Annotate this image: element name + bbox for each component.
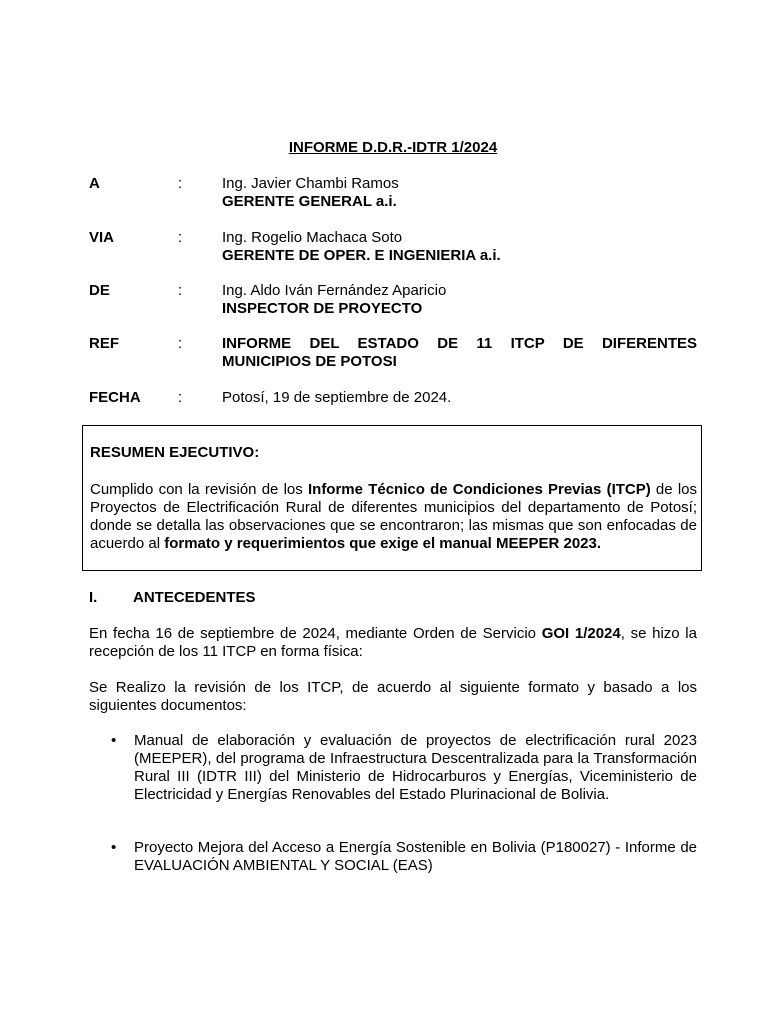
- value-ref: [222, 335, 697, 371]
- label-fecha: FECHA: [89, 389, 141, 406]
- section-heading: [89, 589, 256, 606]
- paragraph-1-text-2: , se hizo la recepción de los 11 ITCP en forma física:: [89, 625, 697, 660]
- colon: :: [178, 282, 183, 299]
- summary-text-2: de los Proyectos de Electrificación Rural de diferentes municipios del departamento de Potosí; donde se detalla las observaciones que se encontraron; las mismas que son enfocadas de acuerdo al: [90, 481, 697, 552]
- date-value: Potosí, 19 de septiembre de 2024.: [222, 389, 452, 406]
- label-ref: REF: [89, 335, 119, 352]
- bullet-icon: •: [111, 732, 117, 749]
- via-name: Ing. Rogelio Machaca Soto: [222, 229, 403, 246]
- label-via: VIA: [89, 229, 115, 246]
- ref-line-1: INFORME DEL ESTADO DE 11 ITCP DE DIFERENTES: [222, 335, 697, 352]
- recipient-role: GERENTE GENERAL a.i.: [222, 193, 397, 210]
- sender-role: INSPECTOR DE PROYECTO: [222, 300, 423, 317]
- colon: :: [178, 389, 183, 406]
- paragraph-1: [89, 625, 697, 661]
- ref-line-2: MUNICIPIOS DE POTOSI: [222, 353, 397, 370]
- summary-bold-1: Informe Técnico de Condiciones Previas (ITCP): [307, 481, 651, 498]
- section-number: I.: [89, 589, 98, 606]
- paragraph-1-text-1: En fecha 16 de septiembre de 2024, mediante Orden de Servicio: [89, 625, 542, 642]
- label-de: DE: [89, 282, 110, 299]
- summary-text-1: Cumplido con la revisión de los: [90, 481, 308, 498]
- summary-bold-2: formato y requerimientos que exige el manual MEEPER 2023.: [164, 535, 602, 552]
- list-item-text: Proyecto Mejora del Acceso a Energía Sostenible en Bolivia (P180027) - Informe de EVALUACIÓN AMBIENTAL Y SOCIAL (EAS): [134, 839, 697, 874]
- paragraph-2: Se Realizo la revisión de los ITCP, de acuerdo al siguiente formato y basado a los siguientes documentos:: [89, 679, 697, 714]
- colon: :: [178, 229, 183, 246]
- recipient-name: Ing. Javier Chambi Ramos: [222, 175, 399, 192]
- colon: :: [178, 175, 183, 192]
- value-a: [222, 175, 697, 211]
- label-a: A: [89, 175, 100, 192]
- summary-heading: RESUMEN EJECUTIVO:: [90, 444, 260, 461]
- paragraph-1-bold: GOI 1/2024: [541, 625, 621, 642]
- bullet-icon: •: [111, 839, 117, 856]
- section-title: ANTECEDENTES: [133, 589, 256, 606]
- list-item-text: Manual de elaboración y evaluación de proyectos de electrificación rural 2023 (MEEPER), del programa de Infraestructura Descentralizada para la Transformación Rural III (IDTR III) del Ministerio de Hidrocarburos y Energías, Viceministerio de Electricidad y Energías Renovables del Estado Plurinacional de Bolivia.: [134, 732, 697, 803]
- colon: :: [178, 335, 183, 352]
- executive-summary-box: [82, 425, 702, 571]
- value-via: [222, 229, 697, 265]
- summary-body: [90, 481, 697, 553]
- via-role: GERENTE DE OPER. E INGENIERIA a.i.: [222, 247, 501, 264]
- value-de: [222, 282, 697, 318]
- report-title: INFORME D.D.R.-IDTR 1/2024: [288, 139, 498, 156]
- sender-name: Ing. Aldo Iván Fernández Aparicio: [222, 282, 447, 299]
